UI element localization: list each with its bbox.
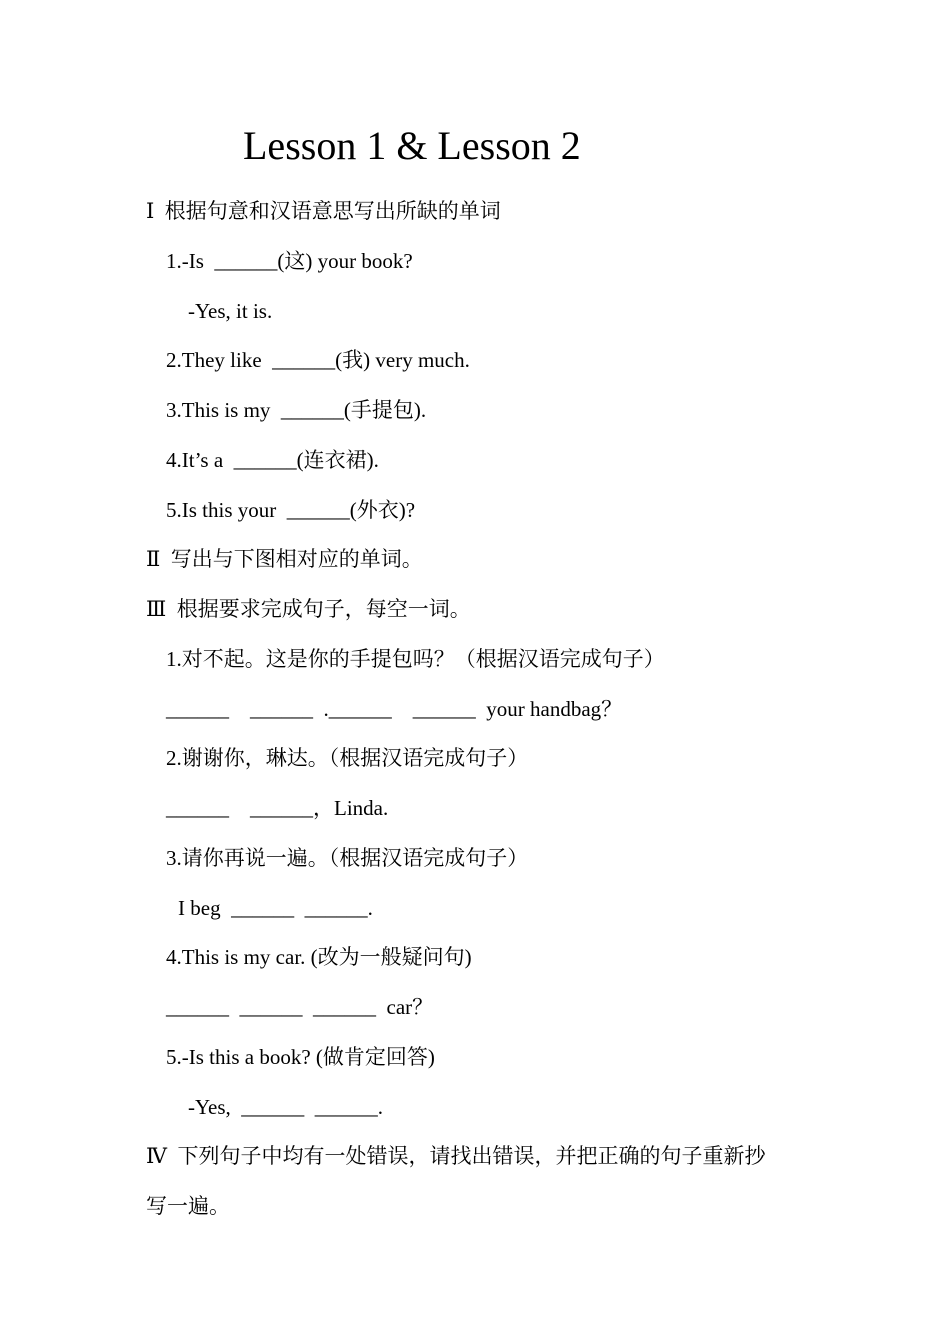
section-1-question-1-answer: -Yes, it is. xyxy=(188,299,273,323)
section-4-heading-line-1: Ⅳ 下列句子中均有一处错误，请找出错误，并把正确的句子重新抄 xyxy=(146,1144,766,1168)
section-1-question-1: 1.-Is ______(这) your book? xyxy=(166,249,413,273)
section-1-question-5: 5.Is this your ______(外衣)? xyxy=(166,498,416,522)
section-3-heading: Ⅲ 根据要求完成句子，每空一词。 xyxy=(146,597,471,621)
section-1-question-4: 4.It’s a ______(连衣裙). xyxy=(166,448,379,472)
section-3-question-1-blanks: ______ ______ .______ ______ your handbag？ xyxy=(166,697,623,721)
section-3-question-4: 4.This is my car. (改为一般疑问句) xyxy=(166,945,472,969)
section-3-question-4-blanks: ______ ______ ______ car？ xyxy=(166,995,434,1019)
page-title: Lesson 1 & Lesson 2 xyxy=(243,123,581,168)
section-3-question-3-blanks: I beg ______ ______. xyxy=(178,896,373,920)
section-1-question-2: 2.They like ______(我) very much. xyxy=(166,348,470,372)
section-3-question-5-blanks: -Yes, ______ ______. xyxy=(188,1095,384,1119)
section-3-question-1: 1.对不起。这是你的手提包吗？（根据汉语完成句子） xyxy=(166,647,665,671)
section-3-question-2-blanks: ______ ______，Linda. xyxy=(166,796,389,820)
section-1-heading: Ⅰ 根据句意和汉语意思写出所缺的单词 xyxy=(146,199,501,223)
section-4-heading-line-2: 写一遍。 xyxy=(146,1194,230,1218)
section-1-question-3: 3.This is my ______(手提包). xyxy=(166,398,427,422)
section-2-heading: Ⅱ 写出与下图相对应的单词。 xyxy=(146,547,423,571)
section-3-question-5: 5.-Is this a book? (做肯定回答) xyxy=(166,1045,435,1069)
section-3-question-3: 3.请你再说一遍。（根据汉语完成句子） xyxy=(166,846,529,870)
section-3-question-2: 2.谢谢你，琳达。（根据汉语完成句子） xyxy=(166,746,529,770)
